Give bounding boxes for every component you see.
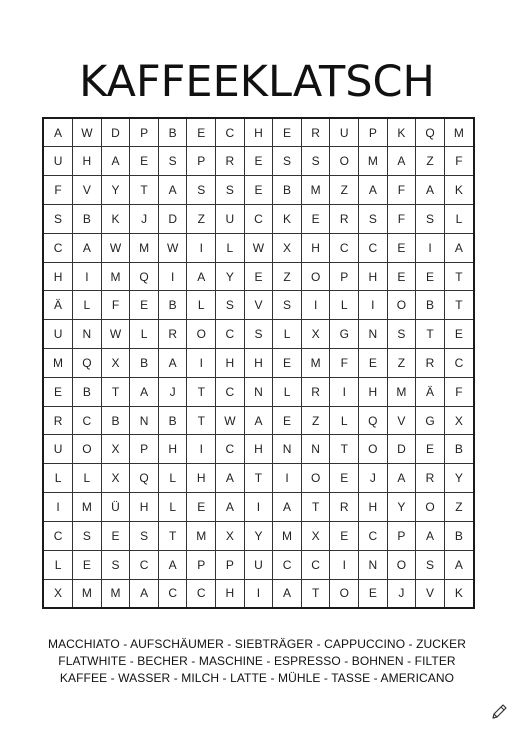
grid-cell[interactable]: P xyxy=(359,119,388,147)
grid-cell[interactable]: H xyxy=(359,493,388,522)
grid-cell[interactable]: C xyxy=(216,119,245,147)
grid-cell[interactable]: Y xyxy=(244,521,273,550)
grid-cell[interactable]: I xyxy=(44,493,73,522)
grid-cell[interactable]: O xyxy=(330,579,359,607)
grid-cell[interactable]: P xyxy=(187,147,216,176)
grid-row xyxy=(44,550,473,579)
grid-row xyxy=(44,435,473,464)
grid-cell[interactable]: I xyxy=(187,233,216,262)
grid-row xyxy=(44,176,473,205)
grid-cell[interactable]: S xyxy=(216,176,245,205)
grid-cell[interactable]: C xyxy=(130,550,159,579)
grid-cell[interactable]: T xyxy=(301,493,330,522)
pencil-icon xyxy=(490,700,510,720)
grid-cell[interactable]: Z xyxy=(273,262,302,291)
grid-cell[interactable]: I xyxy=(359,291,388,320)
grid-cell[interactable]: A xyxy=(416,521,445,550)
grid-cell[interactable]: C xyxy=(216,435,245,464)
grid-cell[interactable]: K xyxy=(101,204,130,233)
grid-cell[interactable]: E xyxy=(101,521,130,550)
grid-cell[interactable]: L xyxy=(216,233,245,262)
grid-cell[interactable]: S xyxy=(416,204,445,233)
grid-cell[interactable]: E xyxy=(244,176,273,205)
grid-row xyxy=(44,579,473,607)
grid-cell[interactable]: L xyxy=(73,291,102,320)
grid-cell[interactable]: A xyxy=(130,579,159,607)
grid-cell[interactable]: R xyxy=(330,204,359,233)
grid-cell[interactable]: W xyxy=(244,233,273,262)
grid-cell[interactable]: I xyxy=(73,262,102,291)
grid-cell[interactable]: O xyxy=(387,291,416,320)
grid-cell[interactable]: M xyxy=(187,521,216,550)
grid-cell[interactable]: D xyxy=(158,204,187,233)
grid-cell[interactable]: F xyxy=(444,377,473,406)
grid-cell[interactable]: A xyxy=(359,176,388,205)
grid-cell[interactable]: F xyxy=(44,176,73,205)
grid-cell[interactable]: C xyxy=(244,204,273,233)
grid-cell[interactable]: B xyxy=(73,204,102,233)
grid-cell[interactable]: U xyxy=(330,119,359,147)
grid-cell[interactable]: J xyxy=(359,464,388,493)
grid-cell[interactable]: B xyxy=(158,119,187,147)
grid-cell[interactable]: M xyxy=(101,579,130,607)
grid-cell[interactable]: T xyxy=(416,320,445,349)
grid-cell[interactable]: C xyxy=(359,521,388,550)
grid-cell[interactable]: M xyxy=(301,349,330,378)
grid-row xyxy=(44,320,473,349)
grid-cell[interactable]: M xyxy=(273,521,302,550)
grid-cell[interactable]: X xyxy=(273,233,302,262)
grid-cell[interactable]: A xyxy=(444,233,473,262)
grid-cell[interactable]: M xyxy=(101,262,130,291)
grid-cell[interactable]: E xyxy=(130,291,159,320)
grid-cell[interactable]: Z xyxy=(187,204,216,233)
grid-cell[interactable]: L xyxy=(273,320,302,349)
grid-cell[interactable]: R xyxy=(301,377,330,406)
grid-cell[interactable]: X xyxy=(101,464,130,493)
grid-cell[interactable]: S xyxy=(73,521,102,550)
grid-cell[interactable]: F xyxy=(444,147,473,176)
grid-cell[interactable]: C xyxy=(187,579,216,607)
grid-cell[interactable]: Ä xyxy=(416,377,445,406)
grid-cell[interactable]: S xyxy=(130,521,159,550)
grid-cell[interactable]: B xyxy=(101,406,130,435)
grid-cell[interactable]: H xyxy=(187,464,216,493)
grid-cell[interactable]: R xyxy=(158,320,187,349)
grid-cell[interactable]: I xyxy=(244,579,273,607)
grid-cell[interactable]: Ü xyxy=(101,493,130,522)
grid-cell[interactable]: G xyxy=(330,320,359,349)
grid-cell[interactable]: E xyxy=(44,377,73,406)
grid-cell[interactable]: E xyxy=(444,320,473,349)
grid-cell[interactable]: J xyxy=(387,579,416,607)
grid-cell[interactable]: U xyxy=(216,204,245,233)
grid-cell[interactable]: R xyxy=(301,119,330,147)
grid-cell[interactable]: O xyxy=(187,320,216,349)
grid-row xyxy=(44,406,473,435)
grid-cell[interactable]: P xyxy=(387,521,416,550)
grid-cell[interactable]: U xyxy=(44,435,73,464)
grid-cell[interactable]: E xyxy=(130,147,159,176)
grid-cell[interactable]: O xyxy=(301,262,330,291)
grid-cell[interactable]: S xyxy=(44,204,73,233)
grid-row xyxy=(44,291,473,320)
grid-cell[interactable]: E xyxy=(301,204,330,233)
grid-row xyxy=(44,204,473,233)
grid-cell[interactable]: T xyxy=(187,406,216,435)
grid-cell[interactable]: R xyxy=(216,147,245,176)
grid-row xyxy=(44,233,473,262)
grid-cell[interactable]: I xyxy=(273,464,302,493)
grid-cell[interactable]: E xyxy=(244,147,273,176)
grid-cell[interactable]: N xyxy=(359,320,388,349)
grid-cell[interactable]: B xyxy=(273,176,302,205)
grid-cell[interactable]: N xyxy=(359,550,388,579)
grid-cell[interactable]: A xyxy=(216,493,245,522)
grid-cell[interactable]: R xyxy=(44,406,73,435)
grid-cell[interactable]: S xyxy=(416,550,445,579)
grid-cell[interactable]: A xyxy=(187,262,216,291)
grid-cell[interactable]: E xyxy=(330,464,359,493)
grid-cell[interactable]: A xyxy=(73,233,102,262)
grid-cell[interactable]: P xyxy=(130,435,159,464)
grid-cell[interactable]: S xyxy=(101,550,130,579)
grid-cell[interactable]: Y xyxy=(444,464,473,493)
grid-cell[interactable]: E xyxy=(359,579,388,607)
grid-cell[interactable]: L xyxy=(444,204,473,233)
grid-cell[interactable]: S xyxy=(387,320,416,349)
grid-cell[interactable]: I xyxy=(330,550,359,579)
grid-cell[interactable]: A xyxy=(101,147,130,176)
grid-cell[interactable]: L xyxy=(130,320,159,349)
grid-cell[interactable]: N xyxy=(273,435,302,464)
grid-cell[interactable]: L xyxy=(44,464,73,493)
grid-cell[interactable]: X xyxy=(101,435,130,464)
grid-cell[interactable]: C xyxy=(444,349,473,378)
grid-cell[interactable]: E xyxy=(359,349,388,378)
grid-cell[interactable]: O xyxy=(387,550,416,579)
grid-cell[interactable]: J xyxy=(158,377,187,406)
grid-cell[interactable]: B xyxy=(444,435,473,464)
grid-cell[interactable]: A xyxy=(444,550,473,579)
grid-cell[interactable]: V xyxy=(387,406,416,435)
grid-cell[interactable]: A xyxy=(44,119,73,147)
grid-cell[interactable]: E xyxy=(244,262,273,291)
grid-cell[interactable]: X xyxy=(44,579,73,607)
grid-cell[interactable]: H xyxy=(216,349,245,378)
grid-cell[interactable]: K xyxy=(273,204,302,233)
grid-cell[interactable]: C xyxy=(44,233,73,262)
grid-cell[interactable]: X xyxy=(444,406,473,435)
grid-cell[interactable]: Y xyxy=(387,493,416,522)
grid-cell[interactable]: X xyxy=(101,349,130,378)
grid-cell[interactable]: Z xyxy=(416,147,445,176)
grid-cell[interactable]: A xyxy=(387,147,416,176)
grid-cell[interactable]: E xyxy=(330,521,359,550)
grid-cell[interactable]: H xyxy=(44,262,73,291)
grid-cell[interactable]: H xyxy=(301,233,330,262)
grid-cell[interactable]: L xyxy=(44,550,73,579)
grid-cell[interactable]: T xyxy=(130,176,159,205)
grid-cell[interactable]: L xyxy=(158,493,187,522)
grid-cell[interactable]: E xyxy=(187,119,216,147)
grid-cell[interactable]: J xyxy=(130,204,159,233)
grid-cell[interactable]: B xyxy=(416,291,445,320)
grid-cell[interactable]: H xyxy=(73,147,102,176)
grid-cell[interactable]: A xyxy=(158,349,187,378)
grid-cell[interactable]: U xyxy=(44,147,73,176)
grid-cell[interactable]: R xyxy=(330,493,359,522)
grid-cell[interactable]: A xyxy=(216,464,245,493)
grid-cell[interactable]: O xyxy=(416,493,445,522)
grid-cell[interactable]: U xyxy=(244,550,273,579)
grid-row xyxy=(44,493,473,522)
grid-cell[interactable]: M xyxy=(130,233,159,262)
grid-cell[interactable]: A xyxy=(244,406,273,435)
grid-cell[interactable]: O xyxy=(359,435,388,464)
grid-cell[interactable]: N xyxy=(244,377,273,406)
grid-cell[interactable]: C xyxy=(359,233,388,262)
grid-row xyxy=(44,119,473,147)
grid-cell[interactable]: L xyxy=(330,406,359,435)
grid-cell[interactable]: Q xyxy=(130,464,159,493)
grid-cell[interactable]: E xyxy=(273,349,302,378)
grid-cell[interactable]: Z xyxy=(330,176,359,205)
grid-cell[interactable]: W xyxy=(158,233,187,262)
grid-cell[interactable]: H xyxy=(244,349,273,378)
grid-cell[interactable]: N xyxy=(130,406,159,435)
grid-cell[interactable]: C xyxy=(44,521,73,550)
grid-cell[interactable]: M xyxy=(73,493,102,522)
grid-cell[interactable]: B xyxy=(158,291,187,320)
grid-row xyxy=(44,349,473,378)
grid-cell[interactable]: T xyxy=(101,377,130,406)
grid-row xyxy=(44,147,473,176)
grid-cell[interactable]: S xyxy=(273,291,302,320)
grid-cell[interactable]: H xyxy=(359,262,388,291)
grid-cell[interactable]: M xyxy=(387,377,416,406)
page-title: KAFFEEKLATSCH xyxy=(79,57,435,107)
grid-cell[interactable]: N xyxy=(301,435,330,464)
grid-cell[interactable]: I xyxy=(330,377,359,406)
grid-cell[interactable]: R xyxy=(416,464,445,493)
grid-cell[interactable]: D xyxy=(101,119,130,147)
grid-cell[interactable]: P xyxy=(330,262,359,291)
grid-cell[interactable]: S xyxy=(187,176,216,205)
grid-cell[interactable]: M xyxy=(444,119,473,147)
grid-cell[interactable]: Z xyxy=(387,349,416,378)
grid-cell[interactable]: I xyxy=(416,233,445,262)
grid-cell[interactable]: K xyxy=(444,176,473,205)
grid-cell[interactable]: F xyxy=(387,204,416,233)
grid-cell[interactable]: Q xyxy=(130,262,159,291)
grid-cell[interactable]: P xyxy=(216,550,245,579)
grid-cell[interactable]: B xyxy=(158,406,187,435)
grid-cell[interactable]: T xyxy=(330,435,359,464)
grid-cell[interactable]: X xyxy=(301,320,330,349)
grid-cell[interactable]: M xyxy=(359,147,388,176)
grid-cell[interactable]: H xyxy=(130,493,159,522)
grid-cell[interactable]: I xyxy=(158,262,187,291)
grid-cell[interactable]: A xyxy=(273,579,302,607)
grid-cell[interactable]: H xyxy=(359,377,388,406)
grid-cell[interactable]: C xyxy=(73,406,102,435)
grid-cell[interactable]: L xyxy=(273,377,302,406)
grid-cell[interactable]: U xyxy=(44,320,73,349)
grid-cell[interactable]: G xyxy=(416,406,445,435)
grid-cell[interactable]: O xyxy=(301,464,330,493)
grid-cell[interactable]: E xyxy=(73,550,102,579)
grid-cell[interactable]: S xyxy=(273,147,302,176)
grid-cell[interactable]: S xyxy=(158,147,187,176)
grid-row xyxy=(44,262,473,291)
grid-cell[interactable]: E xyxy=(416,435,445,464)
grid-cell[interactable]: F xyxy=(330,349,359,378)
grid-cell[interactable]: C xyxy=(216,320,245,349)
grid-cell[interactable]: T xyxy=(444,262,473,291)
grid-cell[interactable]: Y xyxy=(101,176,130,205)
grid-cell[interactable]: A xyxy=(158,176,187,205)
grid-cell[interactable]: T xyxy=(444,291,473,320)
grid-cell[interactable]: A xyxy=(130,377,159,406)
word-list xyxy=(0,636,514,687)
grid-cell[interactable]: H xyxy=(244,435,273,464)
grid-cell[interactable]: I xyxy=(301,291,330,320)
grid-cell[interactable]: I xyxy=(187,435,216,464)
word-list-line: KAFFEE - WASSER - MILCH - LATTE - MÜHLE - TASSE - AMERICANO xyxy=(59,671,455,685)
grid-cell[interactable]: P xyxy=(187,550,216,579)
grid-cell[interactable]: C xyxy=(273,550,302,579)
grid-cell[interactable]: H xyxy=(244,119,273,147)
grid-cell[interactable]: L xyxy=(330,291,359,320)
grid-cell[interactable]: S xyxy=(216,291,245,320)
grid-cell[interactable]: T xyxy=(301,579,330,607)
grid-cell[interactable]: S xyxy=(301,147,330,176)
grid-cell[interactable]: A xyxy=(158,550,187,579)
grid-cell[interactable]: Z xyxy=(444,493,473,522)
grid-cell[interactable]: Q xyxy=(73,349,102,378)
grid-cell[interactable]: E xyxy=(387,262,416,291)
grid-row xyxy=(44,521,473,550)
grid-cell[interactable]: O xyxy=(330,147,359,176)
grid-cell[interactable]: M xyxy=(73,579,102,607)
grid-cell[interactable]: I xyxy=(187,349,216,378)
grid-cell[interactable]: W xyxy=(216,406,245,435)
grid-cell[interactable]: H xyxy=(158,435,187,464)
grid-cell[interactable]: B xyxy=(444,521,473,550)
grid-cell[interactable]: V xyxy=(73,176,102,205)
grid-cell[interactable]: M xyxy=(301,176,330,205)
grid-cell[interactable]: T xyxy=(244,464,273,493)
grid-cell[interactable]: C xyxy=(216,377,245,406)
grid-cell[interactable]: K xyxy=(444,579,473,607)
grid-cell[interactable]: O xyxy=(73,435,102,464)
grid-cell[interactable]: Ä xyxy=(44,291,73,320)
grid-cell[interactable]: S xyxy=(244,320,273,349)
grid-cell[interactable]: C xyxy=(158,579,187,607)
grid-cell[interactable]: E xyxy=(273,406,302,435)
grid-cell[interactable]: R xyxy=(416,349,445,378)
grid-cell[interactable]: A xyxy=(416,176,445,205)
grid-cell[interactable]: V xyxy=(244,291,273,320)
grid-cell[interactable]: K xyxy=(387,119,416,147)
word-list-line: FLATWHITE - BECHER - MASCHINE - ESPRESSO - BOHNEN - FILTER xyxy=(58,654,456,668)
letter-grid-table xyxy=(44,119,473,607)
grid-cell[interactable]: E xyxy=(187,493,216,522)
grid-cell[interactable]: M xyxy=(44,349,73,378)
grid-cell[interactable]: D xyxy=(387,435,416,464)
grid-cell[interactable]: T xyxy=(158,521,187,550)
grid-cell[interactable]: T xyxy=(187,377,216,406)
grid-cell[interactable]: A xyxy=(387,464,416,493)
word-list-line: MACCHIATO - AUFSCHÄUMER - SIEBTRÄGER - CAPPUCCINO - ZUCKER xyxy=(47,637,467,651)
grid-cell[interactable]: E xyxy=(387,233,416,262)
grid-cell[interactable]: B xyxy=(130,349,159,378)
grid-cell[interactable]: F xyxy=(101,291,130,320)
grid-cell[interactable]: W xyxy=(73,119,102,147)
grid-cell[interactable]: N xyxy=(73,320,102,349)
grid-cell[interactable]: L xyxy=(158,464,187,493)
grid-cell[interactable]: S xyxy=(359,204,388,233)
grid-cell[interactable]: V xyxy=(416,579,445,607)
grid-row xyxy=(44,377,473,406)
grid-cell[interactable]: E xyxy=(273,119,302,147)
grid-cell[interactable]: X xyxy=(301,521,330,550)
grid-row xyxy=(44,464,473,493)
grid-cell[interactable]: W xyxy=(101,320,130,349)
grid-cell[interactable]: H xyxy=(216,579,245,607)
grid-cell[interactable]: L xyxy=(187,291,216,320)
grid-cell[interactable]: P xyxy=(130,119,159,147)
grid-cell[interactable]: W xyxy=(101,233,130,262)
grid-cell[interactable]: C xyxy=(330,233,359,262)
grid-cell[interactable]: E xyxy=(416,262,445,291)
grid-cell[interactable]: Q xyxy=(416,119,445,147)
grid-cell[interactable]: F xyxy=(387,176,416,205)
word-search-grid xyxy=(42,117,475,609)
grid-cell[interactable]: L xyxy=(73,464,102,493)
grid-cell[interactable]: X xyxy=(216,521,245,550)
grid-cell[interactable]: B xyxy=(73,377,102,406)
grid-cell[interactable]: C xyxy=(301,550,330,579)
grid-cell[interactable]: I xyxy=(244,493,273,522)
grid-cell[interactable]: A xyxy=(273,493,302,522)
grid-cell[interactable]: Q xyxy=(359,406,388,435)
grid-cell[interactable]: Y xyxy=(216,262,245,291)
grid-cell[interactable]: Z xyxy=(301,406,330,435)
